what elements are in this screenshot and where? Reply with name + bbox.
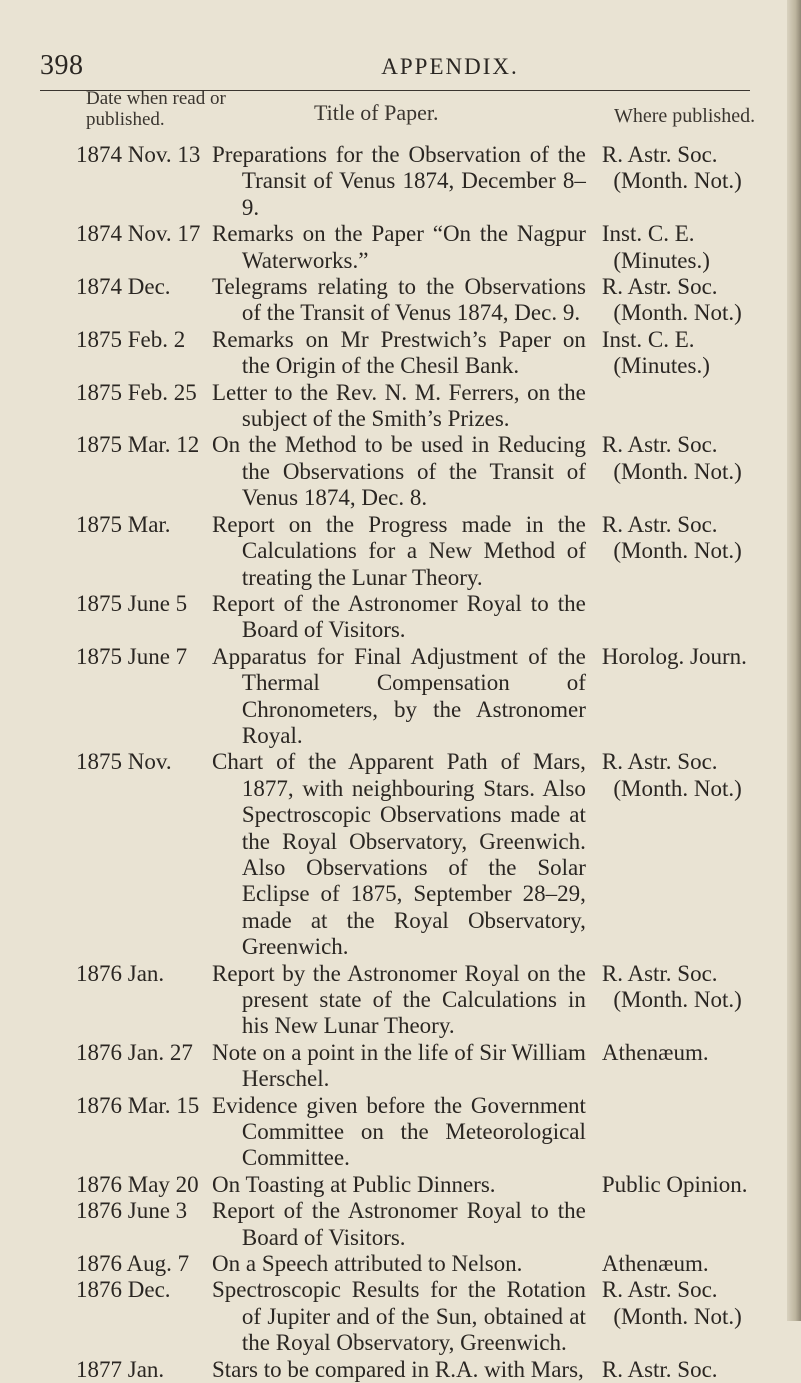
table-row [76,1040,776,1093]
entry-title: Remarks on Mr Prestwich’s Paper on the Origin of the Chesil Bank. [212,326,586,379]
entry-where: R. Astr. Soc. (Month. Not.) [601,432,742,484]
table-row [76,380,776,433]
table-row [76,1093,776,1172]
entry-where [586,380,776,433]
entry-title: Remarks on the Paper “On the Nagpur Waterworks.” [212,221,586,273]
table-row [76,749,776,960]
entry-title: Letter to the Rev. N. M. Ferrers, on the subject of the Smith’s Prizes. [212,379,586,432]
entry-title: Report of the Astronomer Royal to the Board of Visitors. [212,1198,586,1250]
table-row [76,274,776,327]
entry-date: 1875 June 7 [76,643,188,669]
entry-date: 1876 Jan. [76,960,165,986]
table-row [76,1277,776,1356]
entry-where: R. Astr. Soc. (Month. Not.) [601,142,742,194]
page-number: 398 [40,50,84,81]
column-header-title: Title of Paper. [314,100,439,125]
entry-date: 1875 Nov. [76,749,172,775]
entry-date: 1875 June 5 [76,590,188,616]
table-row [76,961,776,1040]
page-header [40,50,760,90]
entry-where: R. Astr. Soc. (Month. Not.) [601,749,742,801]
entry-date: 1875 Feb. 2 [76,326,186,352]
entry-title: Note on a point in the life of Sir William Herschel. [212,1039,586,1092]
entry-title: Report of the Astronomer Royal to the Board of Visitors. [212,590,586,643]
entry-title: Preparations for the Observation of the Transit of Venus 1874, December 8–9. [212,142,586,220]
entry-where: Athenæum. [601,1039,709,1065]
papers-table [76,142,776,1383]
entry-title: On a Speech attributed to Nelson. [212,1251,523,1277]
entry-where: Public Opinion. [601,1171,748,1197]
entry-title: Telegrams relating to the Observations of the Transit of Venus 1874, Dec. 9. [212,274,586,326]
entry-where: R. Astr. Soc. (Month. Not.) [601,960,742,1012]
entry-date: 1876 June 3 [76,1198,188,1224]
entry-date: 1876 Mar. 15 [76,1092,200,1118]
entry-where [586,1093,776,1172]
entry-title: Report by the Astronomer Royal on the present state of the Calculations in his New Lunar Theory. [212,960,586,1039]
table-row [76,1172,776,1198]
entry-title: On the Method to be used in Reducing the Observations of the Transit of Venus 1874, Dec. 8. [212,432,586,511]
entry-date: 1876 Jan. 27 [76,1039,193,1065]
entry-where: Inst. C. E. (Minutes.) [601,326,710,379]
table-row [76,1251,776,1277]
table-row [76,512,776,591]
entry-title: Spectroscopic Results for the Rotation of Jupiter and of the Sun, obtained at the Royal Observatory, Greenwich. [212,1277,586,1356]
entry-where [586,1198,776,1251]
entry-date: 1874 Dec. [76,274,171,300]
entry-where: R. Astr. Soc. (Month. Not.) [601,274,742,326]
table-row [76,1357,776,1383]
table-row [76,644,776,750]
entry-where [586,591,776,644]
column-header-date: Date when read or published. [86,88,226,130]
entry-where: Athenæum. [601,1251,709,1277]
table-row [76,591,776,644]
column-header-where: Where published. [614,105,756,127]
entry-where: R. Astr. Soc. [601,1356,718,1382]
entry-where: Inst. C. E. (Minutes.) [601,221,710,273]
entry-title: Chart of the Apparent Path of Mars, 1877, with neighbouring Stars. Also Spectroscopic Observations made at the Royal Observatory, Greenwich. Also Observations of the Solar Eclipse of 1875, September 28–29, made at the Royal Observatory, Greenwich. [212,749,586,960]
entry-title: On Toasting at Public Dinners. [212,1171,496,1197]
table-row [76,327,776,380]
entry-date: 1875 Feb. 25 [76,379,197,405]
entry-date: 1875 Mar. [76,511,171,537]
entry-date: 1876 Dec. [76,1277,171,1303]
page-edge [787,0,801,1321]
entry-where: R. Astr. Soc. (Month. Not.) [601,1277,742,1329]
entry-date: 1876 Aug. 7 [76,1251,190,1277]
entry-title: Evidence given before the Government Committee on the Meteorological Committee. [212,1092,586,1171]
entry-date: 1874 Nov. 17 [76,221,201,247]
entry-title: Apparatus for Final Adjustment of the Thermal Compensation of Chronometers, by the Astronomer Royal. [212,643,586,748]
entry-title: Stars to be compared in R.A. with Mars, [212,1356,584,1382]
table-row [76,432,776,511]
entry-date: 1877 Jan. [76,1356,165,1382]
entry-date: 1875 Mar. 12 [76,432,200,458]
entry-title: Report on the Progress made in the Calculations for a New Method of treating the Lunar Theory. [212,511,586,590]
table-row [76,142,776,221]
entry-where: Horolog. Journ. [601,643,747,669]
entry-where: R. Astr. Soc. (Month. Not.) [601,511,742,564]
entry-date: 1876 May 20 [76,1171,199,1197]
entry-date: 1874 Nov. 13 [76,142,201,167]
table-row [76,221,776,274]
running-head: APPENDIX. [381,54,519,79]
table-row [76,1198,776,1251]
